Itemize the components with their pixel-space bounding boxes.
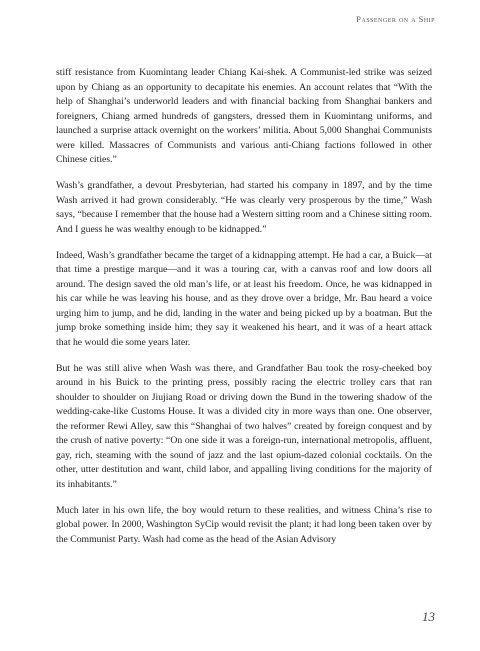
paragraph-3: Indeed, Wash’s grandfather became the target of a kidnapping attempt. He had a car, a Buick—at that time a prestige marque—and it was a touring car, with a canvas roof and low doors all around. The design saved the old man’s life, or at least his freedom. Once, he was kidnapped in his car while he was leaving his house, and as they drove over a bridge, Mr. Bau heard a voice urging him to jump, and he did, landing in the water and being picked up by a boatman. But the jump broke something inside him; they say it weakened his heart, and it was of a heart attack that he would die some years later. [56,249,432,348]
body-text [56,66,432,559]
running-head: Passenger on a Ship [356,15,435,24]
paragraph-2: Wash’s grandfather, a devout Presbyterian, had started his company in 1897, and by the time Wash arrived it had grown considerably. “He was clearly very prosperous by the time,” Wash says, “because I remember that the house had a Western sitting room and a Chinese sitting room. And I guess he was wealthy enough to be kidnapped.” [56,180,432,235]
page-number: 13 [422,609,435,624]
paragraph-5: Much later in his own life, the boy would return to these realities, and witness China’s rise to global power. In 2000, Washington SyCip would revisit the plant; it had long been taken over by the Communist Party. Wash had come as the head of the Asian Advisory [56,504,432,545]
paragraph-4: But he was still alive when Wash was there, and Grandfather Bau took the rosy-cheeked boy around in his Buick to the printing press, possibly racing the electric trolley cars that ran shoulder to shoulder on Jiujiang Road or driving down the Bund in the towering shadow of the wedding-cake-like Customs House. It was a divided city in more ways than one. One observer, the reformer Rewi Alley, saw this “Shanghai of two halves” created by foreign conquest and by the crush of native poverty: “On one side it was a foreign-run, international metropolis, affluent, gay, rich, steaming with the sound of jazz and the last opium-dazed colonial cocktails. On the other, utter destitution and want, child labor, and appalling living conditions for the majority of its inhabitants.” [56,362,432,490]
paragraph-1: stiff resistance from Kuomintang leader Chiang Kai-shek. A Communist-led strike was seized upon by Chiang as an opportunity to decapitate his enemies. An account relates that “With the help of Shanghai’s underworld leaders and with financial backing from Shanghai bankers and foreigners, Chiang armed hundreds of gangsters, dressed them in Kuomintang uniforms, and launched a surprise attack overnight on the workers’ militia. About 5,000 Shanghai Communists were killed. Massacres of Communists and various anti-Chiang factions followed in other Chinese cities.” [56,67,432,165]
